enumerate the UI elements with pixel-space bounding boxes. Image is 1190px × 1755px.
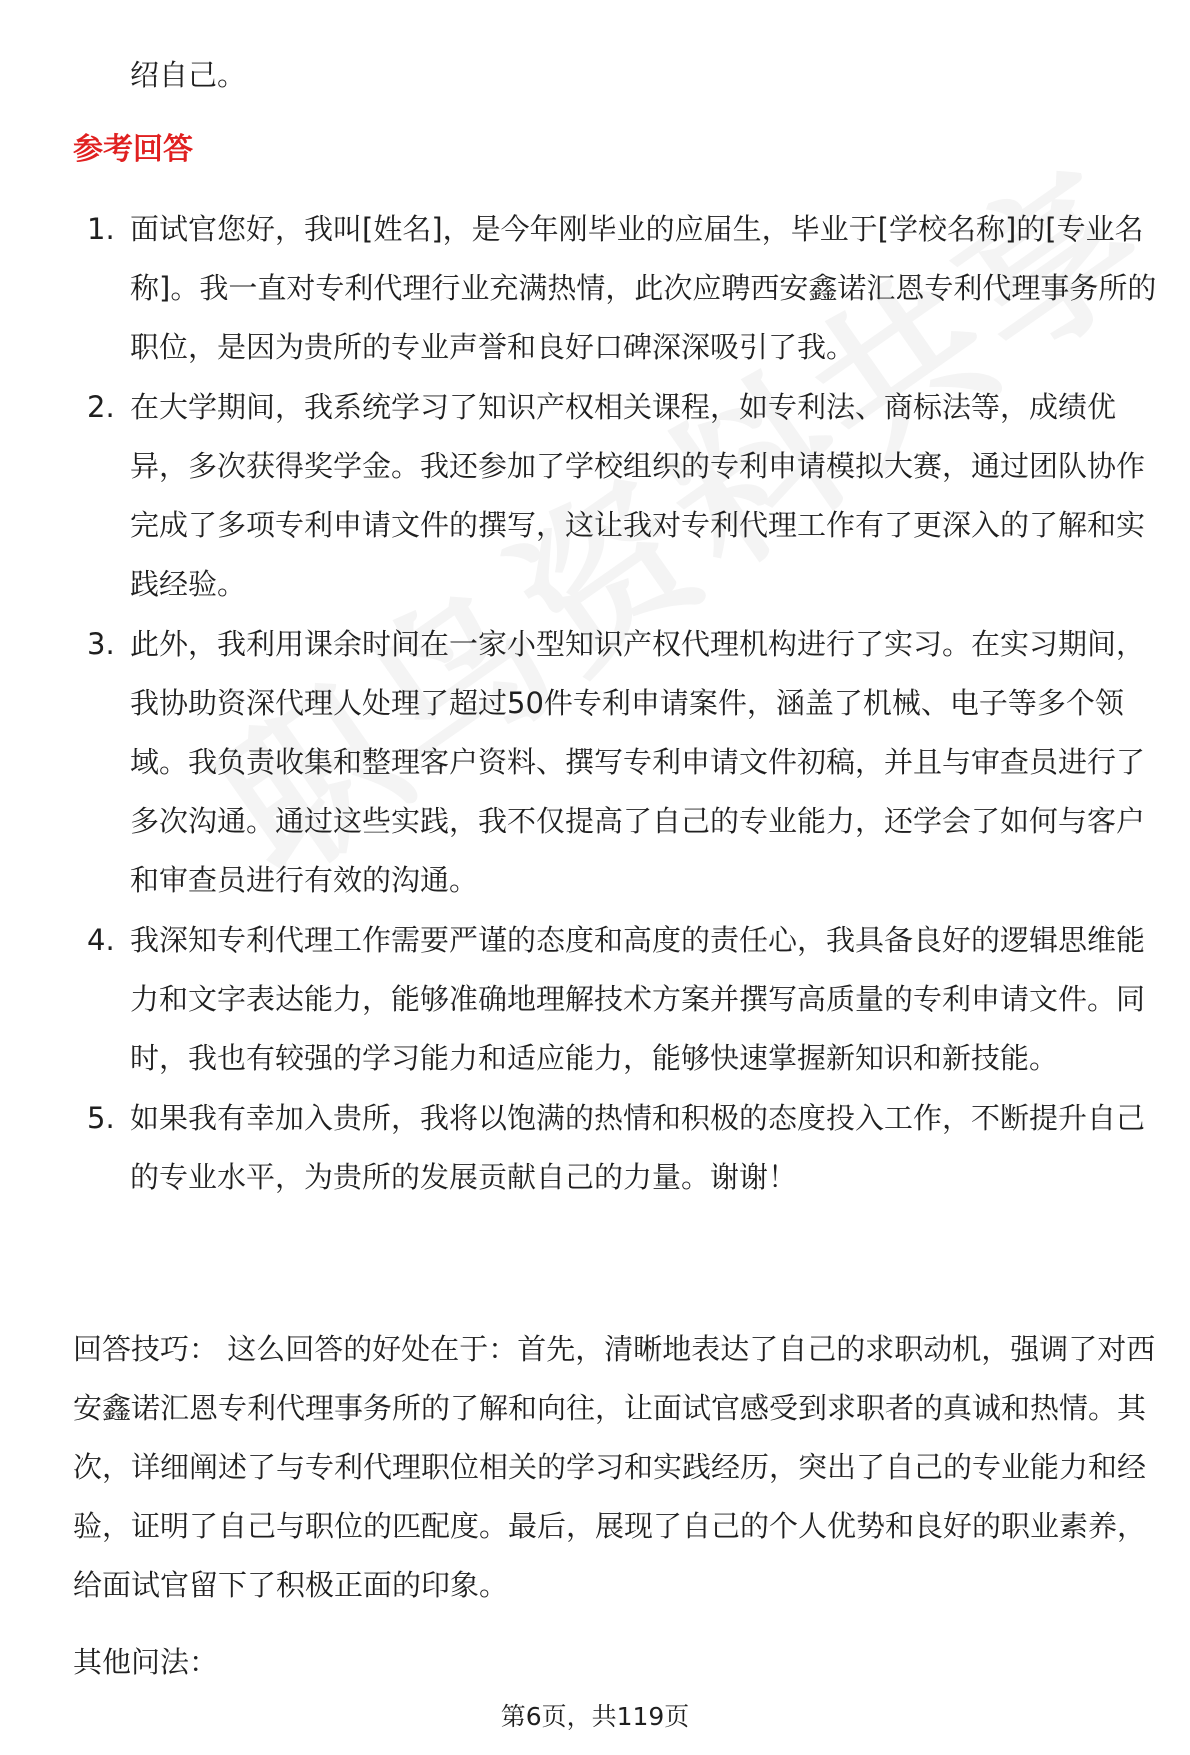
other-questions-label: 其他问法：: [73, 1645, 219, 1679]
continuation-text: 绍自己。: [130, 58, 247, 92]
item-text: 在大学期间，我系统学习了知识产权相关课程，如专利法、商标法等，成绩优异，多次获得奖学金。我还参加了学校组织的专利申请模拟大赛，通过团队协作完成了多项专利申请文件的撰写，这让我对专利代理工作有了更深入的了解和实践经验。: [130, 390, 1146, 601]
item-text: 此外，我利用课余时间在一家小型知识产权代理机构进行了实习。在实习期间，我协助资深代理人处理了超过50件专利申请案件，涵盖了机械、电子等多个领域。我负责收集和整理客户资料、撰写专利申请文件初稿，并且与审查员进行了多次沟通。通过这些实践，我不仅提高了自己的专业能力，还学会了如何与客户和审查员进行有效的沟通。: [130, 627, 1146, 897]
item-text: 面试官您好，我叫[姓名]，是今年刚毕业的应届生，毕业于[学校名称]的[专业名称]。我一直对专利代理行业充满热情，此次应聘西安鑫诺汇恩专利代理事务所的职位，是因为贵所的专业声誉和良好口碑深深吸引了我。: [130, 212, 1157, 364]
section-title: 参考回答: [73, 132, 193, 167]
answer-item: [73, 615, 1163, 910]
item-text: 我深知专利代理工作需要严谨的态度和高度的责任心，我具备良好的逻辑思维能力和文字表达能力，能够准确地理解技术方案并撰写高质量的专利申请文件。同时，我也有较强的学习能力和适应能力，能够快速掌握新知识和新技能。: [130, 923, 1146, 1075]
item-number: 1.: [87, 212, 115, 246]
page-footer: 第6页，共119页: [500, 1702, 690, 1731]
answer-list: [73, 200, 1163, 1208]
answer-item: [73, 1089, 1163, 1207]
item-number: 5.: [87, 1101, 115, 1135]
item-text: 如果我有幸加入贵所，我将以饱满的热情和积极的态度投入工作，不断提升自己的专业水平，为贵所的发展贡献自己的力量。谢谢！: [130, 1101, 1146, 1194]
answer-tips: 回答技巧： 这么回答的好处在于：首先，清晰地表达了自己的求职动机，强调了对西安鑫诺汇恩专利代理事务所的了解和向往，让面试官感受到求职者的真诚和热情。其次，详细阐述了与专利代理职位相关的学习和实践经历，突出了自己的专业能力和经验，证明了自己与职位的匹配度。最后，展现了自己的个人优势和良好的职业素养，给面试官留下了积极正面的印象。: [73, 1332, 1156, 1602]
item-number: 4.: [87, 923, 115, 957]
answer-item: [73, 200, 1163, 377]
answer-item: [73, 911, 1163, 1088]
answer-item: [73, 378, 1163, 614]
item-number: 2.: [87, 390, 115, 424]
item-number: 3.: [87, 627, 115, 661]
